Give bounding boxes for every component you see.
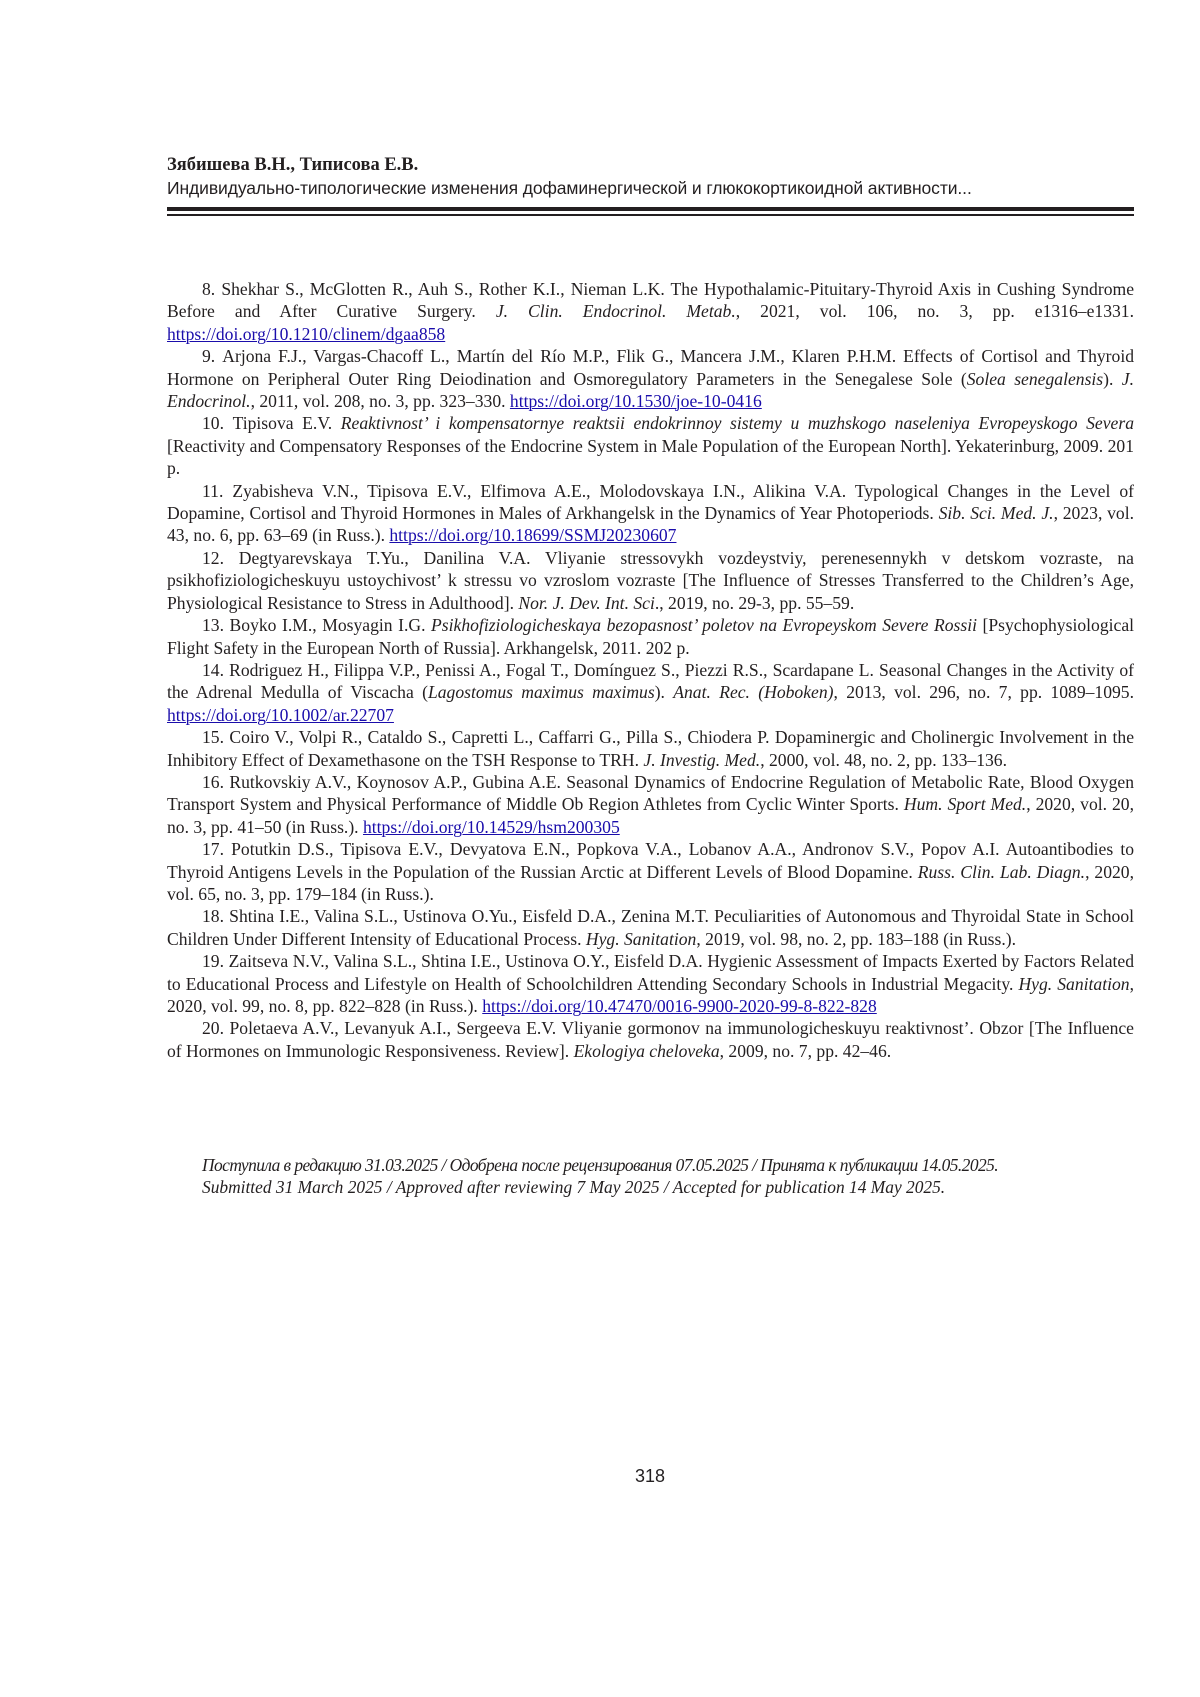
reference-text: Zaitseva N.V., Valina S.L., Shtina I.E., Ustinova O.Y., Eisfeld D.A. Hygienic Assessment of Impacts Exerted by Factors Related to Educational Process and Lifestyle on Health of Schoolchildren Attending Secondary Schools in Industrial Megacity. [167, 951, 1134, 994]
reference-italic-text: Nor. J. Dev. Int. Sci [518, 592, 655, 613]
reference-text: Zyabisheva V.N., Tipisova E.V., Elfimova A.E., Molodovskaya I.N., Alikina V.A. Typological Changes in the Level of Dopamine, Cortisol and Thyroid Hormones in Males of Arkhangelsk in the Dynamics of Year Photoperiods. [167, 480, 1134, 524]
reference-italic-text: Russ. Clin. Lab. Diagn. [917, 861, 1086, 882]
reference-number: 18. [202, 906, 230, 927]
reference-item [167, 771, 1134, 838]
doi-link[interactable]: https://doi.org/10.14529/hsm200305 [362, 816, 620, 837]
reference-text: , 2011, vol. 208, no. 3, pp. 323–330. [250, 391, 510, 412]
reference-text: , 2009, no. 7, pp. 42–46. [719, 1040, 892, 1061]
reference-number: 9. [202, 346, 223, 367]
doi-link[interactable]: https://doi.org/10.18699/SSMJ20230607 [389, 525, 677, 546]
header-rule-thick [167, 207, 1134, 211]
reference-text: ., 2019, no. 29-3, pp. 55–59. [654, 592, 855, 613]
reference-text: , 2020, vol. 99, no. 8, pp. 822–828 (in Russ.). [167, 973, 1134, 1016]
reference-number: 12. [202, 547, 239, 568]
reference-item [167, 278, 1134, 345]
reference-number: 14. [202, 659, 230, 680]
reference-text: Tipisova E.V. [232, 413, 341, 434]
reference-text: Potutkin D.S., Tipisova E.V., Devyatova E.N., Popkova V.A., Lobanov A.A., Andronov S.V., Popov A.I. Autoantibodies to Thyroid Antigens Levels in the Population of the Russian Arctic at Different Levels of Blood Dopamine. [167, 839, 1134, 882]
reference-number: 10. [202, 413, 233, 434]
reference-text: ). [1103, 368, 1122, 389]
reference-text: Shekhar S., McGlotten R., Auh S., Rother K.I., Nieman L.K. The Hypothalamic-Pituitary-Thyroid Axis in Cushing Syndrome Before and After Curative Surgery. [167, 279, 1135, 322]
reference-item [167, 614, 1134, 659]
running-header [167, 154, 1134, 199]
reference-italic-text: J. Endocrinol. [167, 368, 1135, 412]
reference-italic-text: Hum. Sport Med. [903, 794, 1027, 815]
reference-number: 20. [202, 1018, 230, 1039]
reference-italic-text: Ekologiya cheloveka [573, 1040, 720, 1061]
header-authors: Зябишева В.Н., Типисова Е.В. [167, 155, 419, 175]
reference-italic-text: Anat. Rec. (Hoboken) [673, 682, 834, 703]
reference-italic-text: Psikhofiziologicheskaya bezopasnost’ poletov na Evropeyskom Severe Rossii [431, 615, 977, 636]
header-rule-thin [167, 214, 1134, 216]
reference-text: , 2023, vol. 43, no. 6, pp. 63–69 (in Russ.). [167, 503, 1134, 546]
reference-number: 17. [202, 839, 232, 860]
reference-text: , 2020, vol. 20, no. 3, pp. 41–50 (in Russ.). [167, 794, 1134, 837]
reference-text: , 2013, vol. 296, no. 7, pp. 1089–1095. [833, 682, 1135, 703]
dates-english: Submitted 31 March 2025 / Approved after reviewing 7 May 2025 / Accepted for publication 14 May 2025. [202, 1177, 946, 1198]
doi-link[interactable]: https://doi.org/10.47470/0016-9900-2020-99-8-822-828 [482, 996, 877, 1016]
reference-item [167, 547, 1134, 614]
reference-text: Boyko I.M., Mosyagin I.G. [229, 615, 432, 636]
reference-number: 11. [202, 480, 233, 501]
reference-item [167, 905, 1134, 950]
reference-text: Shtina I.E., Valina S.L., Ustinova O.Yu., Eisfeld D.A., Zenina M.T. Peculiarities of Autonomous and Thyroidal State in School Children Under Different Intensity of Educational Process. [167, 906, 1135, 949]
reference-text: Rutkovskiy A.V., Koynosov A.P., Gubina A.E. Seasonal Dynamics of Endocrine Regulation of Metabolic Rate, Blood Oxygen Transport System and Physical Performance of Middle Ob Region Athletes from Cyclic Winter Sports. [167, 771, 1135, 815]
submission-dates [202, 1154, 1134, 1199]
header-article-title: Индивидуально-типологические изменения дофаминергической и глюкокортикоидной активности... [167, 178, 972, 198]
reference-item [167, 345, 1134, 412]
reference-text: Poletaeva A.V., Levanyuk A.I., Sergeeva E.V. Vliyanie gormonov na immunologicheskuyu reaktivnost’. Obzor [The Influence of Hormones on Immunologic Responsiveness. Review]. [167, 1018, 1134, 1061]
reference-italic-text: Solea senegalensis [966, 368, 1104, 389]
reference-number: 15. [202, 727, 230, 748]
reference-item [167, 838, 1134, 905]
reference-item [167, 412, 1134, 479]
reference-item [167, 950, 1134, 1017]
reference-item [167, 480, 1134, 547]
doi-link[interactable]: https://doi.org/10.1210/clinem/dgaa858 [167, 323, 446, 344]
reference-text: Coiro V., Volpi R., Cataldo S., Capretti L., Caffarri G., Pilla S., Chiodera P. Dopaminergic and Cholinergic Involvement in the Inhibitory Effect of Dexamethasone on the TSH Response to TRH. [167, 727, 1135, 770]
reference-italic-text: J. Investig. Med. [643, 749, 761, 770]
doi-link[interactable]: https://doi.org/10.1002/ar.22707 [167, 704, 394, 725]
reference-italic-text: Lagostomus maximus maximus [427, 682, 655, 703]
reference-text: , 2000, vol. 48, no. 2, pp. 133–136. [760, 749, 1007, 770]
reference-text: [Reactivity and Compensatory Responses of the Endocrine System in Male Population of the European North]. Yekaterinburg, 2009. 201 p. [167, 435, 1134, 479]
doi-link[interactable]: https://doi.org/10.1530/joe-10-0416 [509, 391, 762, 412]
reference-text: , 2019, vol. 98, no. 2, pp. 183–188 (in Russ.). [696, 928, 1016, 949]
reference-italic-text: J. Clin. Endocrinol. Metab. [495, 301, 736, 322]
reference-text: Degtyarevskaya T.Yu., Danilina V.A. Vliyanie stressovykh vozdeystviy, perenesennykh v detskom vozraste, na psikhofiziologicheskuyu ustoychivost’ k stressu vo vzroslom vozraste [The Influence of Stresses Transferred to the Children’s Age, Physiological Resistance to Stress in Adulthood]. [167, 547, 1134, 613]
reference-italic-text: Sib. Sci. Med. J. [938, 503, 1054, 524]
reference-number: 13. [202, 615, 230, 636]
reference-italic-text: Hyg. Sanitation [1018, 973, 1130, 994]
reference-text: Arjona F.J., Vargas-Chacoff L., Martín del Río M.P., Flik G., Mancera J.M., Klaren P.H.M. Effects of Cortisol and Thyroid Hormone on Peripheral Outer Ring Deiodination and Osmoregulatory Parameters in the Senegalese Sole ( [167, 346, 1135, 389]
reference-text: ). [654, 682, 674, 703]
reference-text: [Psychophysiological Flight Safety in the European North of Russia]. Arkhangelsk, 2011. 202 p. [167, 615, 1135, 658]
reference-number: 8. [202, 279, 222, 299]
reference-text: Rodriguez H., Filippa V.P., Penissi A., Fogal T., Domínguez S., Piezzi R.S., Scardapane L. Seasonal Changes in the Activity of the Adrenal Medulla of Viscacha ( [167, 659, 1135, 703]
reference-italic-text: Hyg. Sanitation [585, 928, 697, 949]
reference-number: 16. [202, 771, 230, 792]
reference-number: 19. [202, 951, 229, 972]
reference-list [167, 278, 1134, 1062]
page-number: 318 [634, 1466, 666, 1486]
reference-italic-text: Reaktivnost’ i kompensatornye reaktsii endokrinnoy sistemy u muzhskogo naseleniya Evropeyskogo Severa [340, 413, 1134, 434]
reference-text: , 2021, vol. 106, no. 3, pp. e1316–e1331. [735, 301, 1134, 322]
dates-russian: Поступила в редакцию 31.03.2025 / Одобрена после рецензирования 07.05.2025 / Принята к публикации 14.05.2025. [202, 1155, 999, 1175]
reference-item [167, 1017, 1134, 1062]
reference-item [167, 726, 1134, 771]
reference-text: , 2020, vol. 65, no. 3, pp. 179–184 (in Russ.). [167, 861, 1134, 904]
reference-item [167, 659, 1134, 726]
